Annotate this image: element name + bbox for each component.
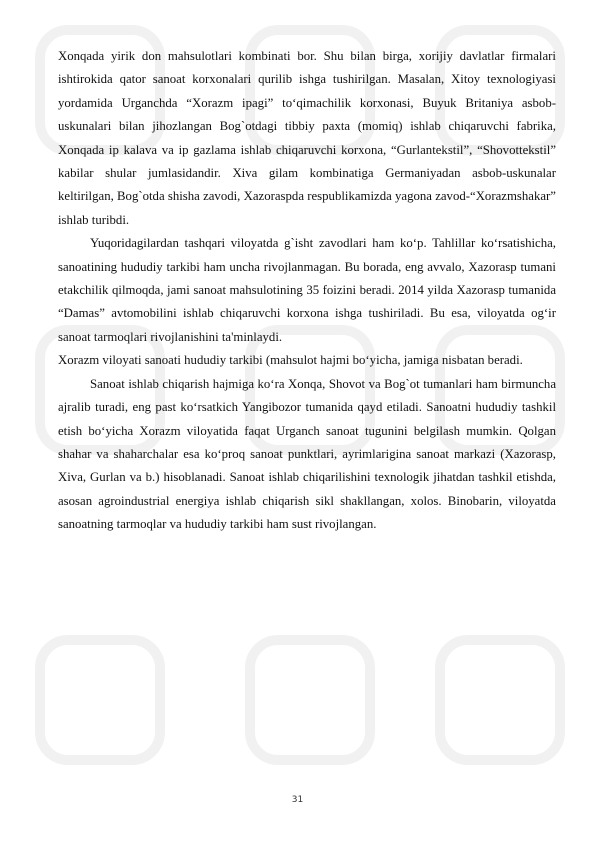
- paragraph-1: Xonqada yirik don mahsulotlari kombinati bor. Shu bilan birga, xorijiy davlatlar firmalari ishtirokida qator sanoat korxonalari qurilib ishga tushirilgan. Masalan, Xitoy texnologiyasi yordamida Urganchda “Xorazm ipagi” to‘qimachilik korxonasi, Buyuk Britaniya asbob-uskunalari bilan jihozlangan Bog`otdagi tibbiy paxta (momiq) ishlab chiqaruvchi fabrika, Xonqada ip kalava va ip gazlama ishlab chiqaruvchi korxona, “Gurlantekstil”, “Shovottekstil” kabilar shular jumlasidandir. Xiva gilam kombinatiga Germaniyadan asbob-uskunalar keltirilgan, Bog`otda shisha zavodi, Xazoraspda respublikamizda yagona zavod-“Xorazmshakar” ishlab turibdi.: [58, 49, 556, 227]
- paragraph-3: Xorazm viloyati sanoati hududiy tarkibi (mahsulot hajmi bo‘yicha, jamiga nisbatan beradi.: [58, 353, 523, 368]
- paragraph-4: Sanoat ishlab chiqarish hajmiga ko‘ra Xonqa, Shovot va Bog`ot tumanlari ham birmuncha ajralib turadi, eng past ko‘rsatkich Yangibozor tumanida qayd etiladi. Sanoatni hududiy tashkil etish bo‘yicha Xorazm viloyatida faqat Urganch sanoat tugunini belgilash mumkin. Qolgan shahar va shaharchalar esa ko‘proq sanoat punktlari, ayrimlarigina sanoat markazi (Xazorasp, Xiva, Gurlan va b.) hisoblanadi. Sanoat ishlab chiqarilishini texnologik jihatdan tashkil etishda, asosan agroindustrial energiya ishlab chiqarish sikl shakllangan, xolos. Binobarin, viloyatda sanoatning tarmoqlar va hududiy tarkibi ham sust rivojlangan.: [58, 376, 556, 532]
- paragraph-2: Yuqoridagilardan tashqari viloyatda g`isht zavodlari ham ko‘p. Tahlillar ko‘rsatishicha, sanoatining hududiy tarkibi ham uncha rivojlanmagan. Bu borada, eng avvalo, Xazorasp tumani etakchilik qilmoqda, jami sanoat mahsulotining 35 foizini beradi. 2014 yilda Xazorasp tumanida “Damas” avtomobilini ishlab chiqaruvchi korxona ishga tushiriladi. Bu esa, viloyatda og‘ir sanoat tarmoqlari rivojlanishini ta'minlaydi.: [58, 236, 556, 344]
- document-body: [58, 45, 556, 537]
- page-number: 31: [291, 795, 304, 805]
